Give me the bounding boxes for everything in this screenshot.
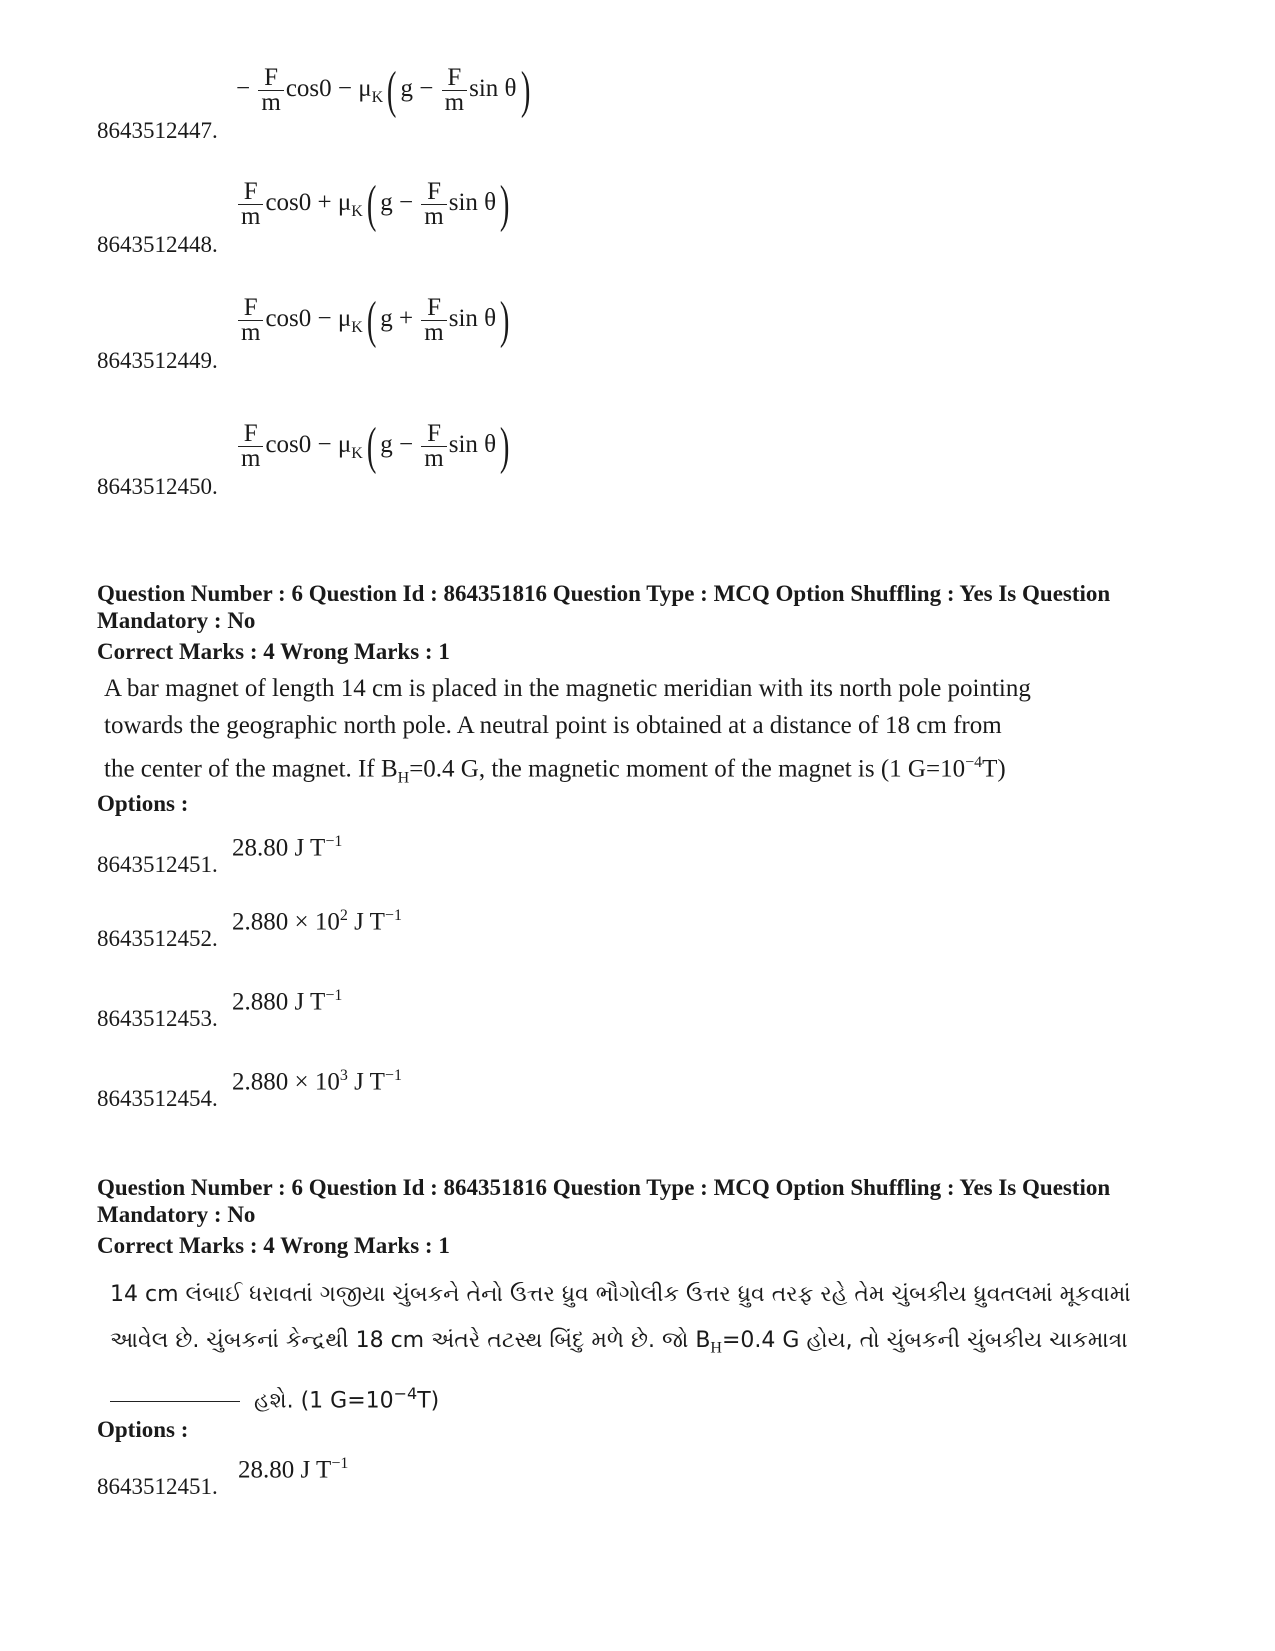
question-meta-line: Question Number : 6 Question Id : 864351816 Question Type : MCQ Option Shuffling : Yes Is Question	[97, 581, 1111, 606]
option-value: 28.80 J $T^{-1}$	[238, 1455, 349, 1484]
option-formula: $\frac{F}{m}$ $\cos 0 - \mu_K$( g + $\frac{F}{m}$ sin θ)	[236, 296, 513, 345]
option-id: 8643512449.	[97, 348, 218, 373]
question-text-line: 14 cm લંબાઈ ધરાવતાં ગજીયા ચુંબકને તેનો ઉત્તર ધ્રુવ ભૌગોલીક ઉત્તર ધ્રુવ તરફ રહે તેમ ચુંબકીય ધ્રુવતલમાં મૂકવામાં	[110, 1282, 1131, 1307]
options-label: Options :	[97, 1417, 189, 1442]
question-meta	[97, 580, 1157, 634]
option-value: 2.880 J $T^{-1}$	[232, 987, 343, 1016]
question-meta-line: Mandatory : No	[97, 1202, 256, 1227]
option-value: $2.880 \times 10^2$ J $T^{-1}$	[232, 907, 402, 936]
fraction: $\frac{F}{m}$	[238, 422, 263, 471]
option-value: 28.80 J $T^{-1}$	[232, 833, 343, 862]
question-text-line: આવેલ છે. ચુંબકનાં કેન્દ્રથી 18 cm અંતરે તટસ્થ બિંદુ મળે છે. જો $B_H=0.4$ G હોય, તો ચુંબકની ચુંબકીય ચાકમાત્રા	[110, 1328, 1128, 1357]
option-id: 8643512451.	[97, 1474, 218, 1499]
answer-blank	[110, 1401, 240, 1402]
option-id: 8643512454.	[97, 1086, 218, 1111]
option-id: 8643512453.	[97, 1006, 218, 1031]
question-meta	[97, 1174, 1157, 1228]
option-formula: $\frac{F}{m}$ $\cos 0 - \mu_K$( g − $\frac{F}{m}$ sin θ)	[236, 422, 513, 471]
fraction: $\frac{F}{m}$	[238, 180, 263, 229]
fraction: $\frac{F}{m}$	[238, 296, 263, 345]
option-value: $2.880 \times 10^3$ J $T^{-1}$	[232, 1067, 402, 1096]
question-text-line: હશે. (1 $G=10^{-4}T$)	[110, 1371, 1150, 1424]
question-meta-line: Question Number : 6 Question Id : 864351816 Question Type : MCQ Option Shuffling : Yes Is Question	[97, 1175, 1111, 1200]
marks-info: Correct Marks : 4 Wrong Marks : 1	[97, 639, 450, 664]
option-id: 8643512451.	[97, 852, 218, 877]
fraction: $\frac{F}{m}$	[421, 296, 446, 345]
question-text-line: towards the geographic north pole. A neutral point is obtained at a distance of 18 cm from	[104, 712, 1002, 739]
option-formula: − $\frac{F}{m}$ $\cos 0 - \mu_K$( g − $\frac{F}{m}$ sin θ)	[236, 61, 530, 119]
question-meta-line: Mandatory : No	[97, 608, 256, 633]
option-id: 8643512447.	[97, 118, 218, 143]
question-text	[104, 670, 1144, 796]
question-text-line: A bar magnet of length 14 cm is placed in the magnetic meridian with its north pole pointing	[104, 675, 1031, 702]
option-id: 8643512448.	[97, 232, 218, 257]
question-text-line: the center of the magnet. If $B_H=0.4$ G, the magnetic moment of the magnet is (1 $G=10^{-4}T$)	[104, 754, 1006, 787]
options-label: Options :	[97, 791, 189, 816]
option-id: 8643512452.	[97, 926, 218, 951]
question-text-gujarati	[110, 1272, 1150, 1425]
fraction: $\frac{F}{m}$	[421, 180, 446, 229]
marks-info: Correct Marks : 4 Wrong Marks : 1	[97, 1233, 450, 1258]
fraction: $\frac{F}{m}$	[421, 422, 446, 471]
fraction: $\frac{F}{m}$	[258, 66, 283, 115]
option-id: 8643512450.	[97, 474, 218, 499]
option-formula: $\frac{F}{m}$ $\cos 0 + \mu_K$( g − $\frac{F}{m}$ sin θ)	[236, 180, 513, 229]
fraction: $\frac{F}{m}$	[442, 66, 467, 115]
